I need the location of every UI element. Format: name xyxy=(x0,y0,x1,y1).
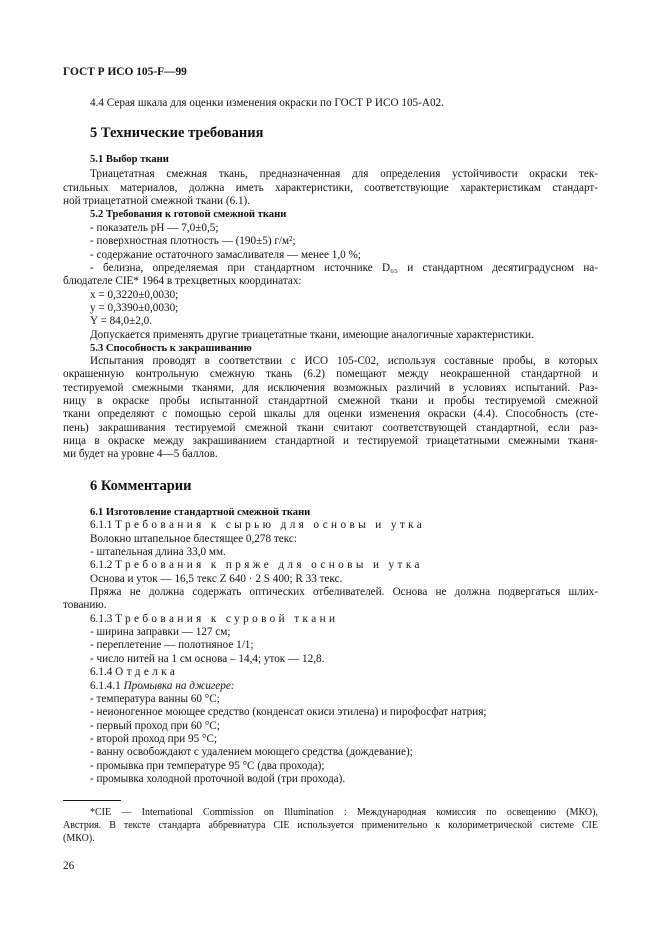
text-line: - неионогенное моющее средство (конденсат окиси этилена) и пирофосфат натрия; xyxy=(90,706,487,718)
text-line: Y = 84,0±2,0. xyxy=(90,315,153,327)
text-line: - штапельная длина 33,0 мм. xyxy=(90,546,226,558)
text-line: - ванну освобождают с удалением моющего средства (дождевание); xyxy=(90,746,413,758)
subsection-heading: 5.3 Способность к закрашиванию xyxy=(90,343,252,354)
text-line: - содержание остаточного замасливателя — менее 1,0 %; xyxy=(90,249,361,261)
clause-number: 6.1.2 xyxy=(90,559,113,571)
text-line: - второй проход при 95 °C; xyxy=(90,733,218,745)
text-line: Триацетатная смежная ткань, предназначенная для определения устойчивости окраски тек- xyxy=(90,168,598,180)
text-line: - переплетение — полотняное 1/1; xyxy=(90,639,254,651)
text-line: - белизна, определяемая при стандартном источнике D₆₅ и стандартном десятиградусном на- xyxy=(90,262,598,274)
text-line: блюдателе CIE* 1964 в трехцветных координатах: xyxy=(63,275,302,287)
clause-title: Требования к пряже для основы и утка xyxy=(115,559,423,571)
clause-title: Требования к сырью для основы и утка xyxy=(115,519,426,531)
text-line: ной триацетатной смежной ткани (6.1). xyxy=(63,195,251,207)
text-line: Пряжа не должна содержать оптических отбеливателей. Основа не должна подвергаться шлих- xyxy=(90,586,598,598)
clause-number: 6.1.3 xyxy=(90,613,113,625)
text-line: - первый проход при 60 °C; xyxy=(90,720,220,732)
subsection-heading: 5.1 Выбор ткани xyxy=(90,154,169,165)
clause-title: Отделка xyxy=(115,666,179,678)
text-line: x = 0,3220±0,0030; xyxy=(90,289,179,301)
clause-number: 6.1.4 xyxy=(90,666,113,678)
text-line: тованию. xyxy=(63,599,107,611)
subsection-heading: 5.2 Требования к готовой смежной ткани xyxy=(90,209,287,220)
clause-title: Требования к суровой ткани xyxy=(115,613,339,625)
text-line: тестируемой смежными тканями, для исключения возможных различий в условиях испытаний. Раз- xyxy=(63,382,598,394)
text-line: - промывка холодной проточной водой (три прохода). xyxy=(90,773,346,785)
text-line: Испытания проводят в соответствии с ИСО 105-C02, используя составные пробы, в которых xyxy=(90,355,598,367)
text-line: окрашенную контрольную смежную ткань (6.2) помещают между неокрашенной стандартной и xyxy=(63,368,598,380)
text-line: Волокно штапельное блестящее 0,278 текс: xyxy=(90,533,297,545)
text-line xyxy=(90,680,598,693)
clause-number: 6.1.4.1 xyxy=(90,680,121,692)
subsection-heading: 6.1 Изготовление стандартной смежной ткани xyxy=(90,507,311,518)
text-line: - поверхностная плотность — (190±5) г/м²; xyxy=(90,235,296,247)
text-line: Основа и уток — 16,5 текс Z 640 · 2 S 400; R 33 текс. xyxy=(90,573,343,585)
footnote-line: *CIE — International Commission on Illumination : Международная комиссия по освещению (МКО), xyxy=(90,807,598,818)
text-line: ница в окраске между закрашиванием стандартной и тестируемой триацетатными смежными тканя- xyxy=(63,435,598,447)
text-line: - промывка при температуре 95 °C (два прохода); xyxy=(90,760,325,772)
text-line: - число нитей на 1 см основа – 14,4; уток — 12,8. xyxy=(90,653,325,665)
text-line: ми будет на уровне 4—5 баллов. xyxy=(63,448,218,460)
footnote-line: (МКО). xyxy=(63,833,95,844)
text-line: 4.4 Серая шкала для оценки изменения окраски по ГОСТ Р ИСО 105-A02. xyxy=(90,97,444,109)
section-heading: 6 Комментарии xyxy=(90,478,192,494)
section-heading: 5 Технические требования xyxy=(90,125,264,141)
footnote-line: Австрия. В тексте стандарта аббревиатура CIE используется применительно к колориметрической системе CIE xyxy=(63,820,598,831)
text-line: ткани определяют с помощью серой шкалы для оценки изменения окраски (4.4). Способность (сте- xyxy=(63,408,598,420)
clause-number: 6.1.1 xyxy=(90,519,113,531)
footnote-divider xyxy=(63,800,121,801)
text-line: - показатель pH — 7,0±0,5; xyxy=(90,222,219,234)
text-line xyxy=(90,559,598,572)
text-line xyxy=(90,666,598,679)
text-line xyxy=(90,613,598,626)
text-line: - температура ванны 60 °C; xyxy=(90,693,220,705)
clause-title: Промывка на джигере: xyxy=(123,680,235,692)
text-line: y = 0,3390±0,0030; xyxy=(90,302,179,314)
text-line xyxy=(90,519,598,532)
document-header: ГОСТ Р ИСО 105-F—99 xyxy=(63,66,187,78)
text-line: - ширина заправки — 127 см; xyxy=(90,626,231,638)
text-line: ницу в окраске пробы испытанной стандартной смежной ткани и пробы тестируемой смежной xyxy=(63,395,598,407)
page-number: 26 xyxy=(63,860,75,872)
text-line: стильных материалов, должна иметь характеристики, соответствующие характеристикам стандарт- xyxy=(63,182,598,194)
text-line: пень) закрашивания тестируемой смежной ткани считают соответствующей стандартной, если раз- xyxy=(63,422,598,434)
text-line: Допускается применять другие триацетатные ткани, имеющие аналогичные характеристики. xyxy=(90,329,534,341)
